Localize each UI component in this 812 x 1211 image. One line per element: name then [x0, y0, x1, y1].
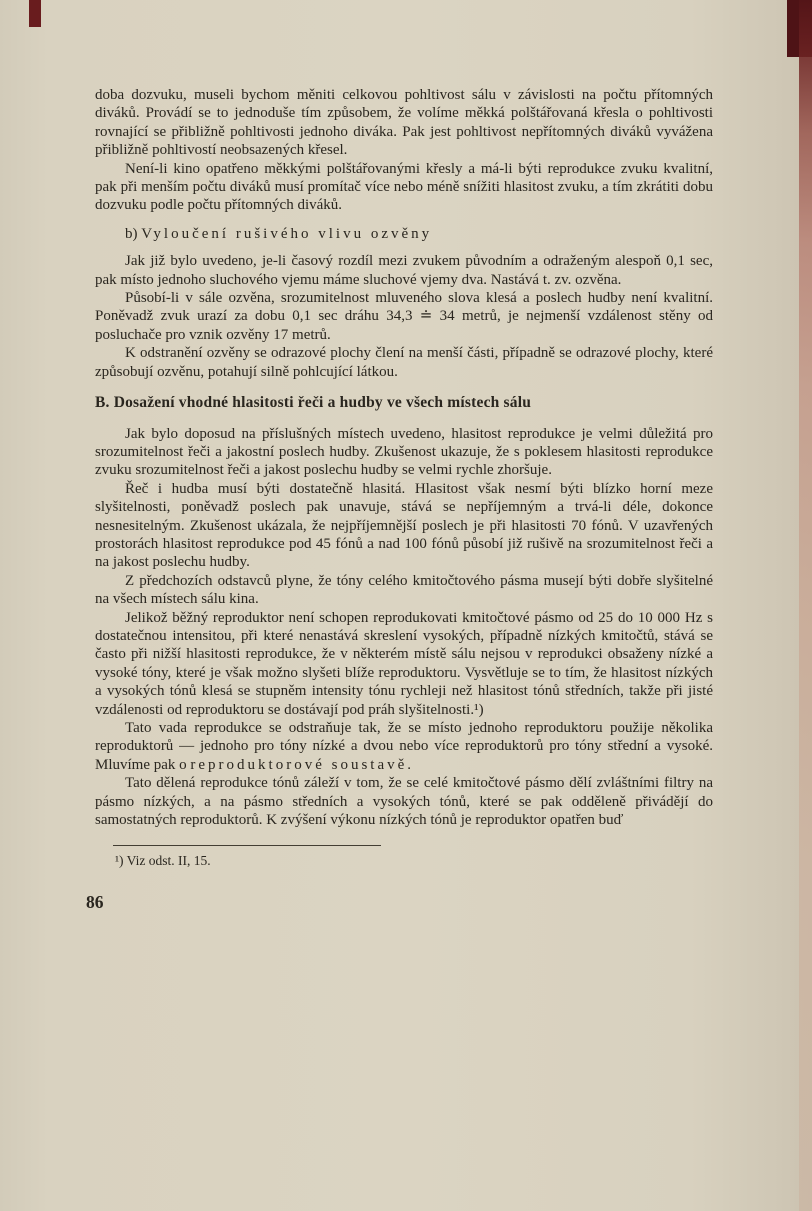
page-edge-red-strip	[799, 0, 812, 1211]
paragraph	[95, 719, 713, 774]
paragraph: Působí-li v sále ozvěna, srozumitelnost mluveného slova klesá a poslech hudby není kvalitní. Poněvadž zvuk urazí za dobu 0,1 sec dráhu 34,3 ≐ 34 metrů, je nejmenší vzdálenost stěny od posluchače pro vznik ozvěny 17 metrů.	[95, 290, 713, 343]
paragraph: Jelikož běžný reproduktor není schopen reprodukovati kmitočtové pásmo od 25 do 10 000 Hz s dostatečnou intensitou, při které nenastává skreslení vysokých, případně nízkých kmitočtů, stává se často při nižší hlasitosti reprodukce, že v některém místě sálu nejsou v reprodukci obsaženy nízké a vysoké tóny, které je však možno slyšeti blíže reproduktoru. Vysvětluje se to tím, že hlasitost nízkých a vysokých tónů klesá se stupněm intensity tónu rychleji než hlasitost tónů středních, takže při jisté vzdálenosti od reproduktoru se dostávají pod práh slyšitelnosti.¹)	[95, 609, 713, 718]
section-heading-loudness: B. Dosažení vhodné hlasitosti řeči a hudby ve všech místech sálu	[95, 394, 532, 412]
paragraph: Není-li kino opatřeno měkkými polštářovanými křesly a má-li býti reprodukce zvuku kvalitní, pak při menším počtu diváků musí promítač více nebo méně snížiti hlasitost zvuku, a tím zkrátiti dobu dozvuku podle počtu přítomných diváků.	[95, 160, 713, 214]
section-heading-echo	[125, 225, 713, 243]
paragraph: Jak bylo doposud na příslušných místech uvedeno, hlasitost reprodukce je velmi důležitá pro srozumitelnost řeči a jakostní poslech hudby. Zkušenost ukazuje, že s poklesem hlasitosti reprodukce zvuku srozumitelnost řeči a jakost poslechu hudby se velmi rychle zhoršuje.	[95, 425, 713, 479]
emphasized-term: reproduktorové soustavě.	[190, 756, 415, 773]
page-number: 86	[86, 891, 104, 912]
paragraph: doba dozvuku, museli bychom měniti celkovou pohltivost sálu v závislosti na počtu přítomných diváků. Provádí se to jednoduše tím způsobem, že volíme měkká polštářovaná křesla o pohltivosti rovnající se přibližně pohltivosti jednoho diváka. Pak jest pohltivost nepřítomných diváků vyvážena přibližně pohltivostí neobsazených křesel.	[95, 87, 713, 159]
paragraph-text: Tato vada reprodukce se odstraňuje tak, že se místo jednoho reproduktoru použije několika reproduktorů — jednoho pro tóny nízké a dvou nebo více reproduktorů pro tóny střední a vysoké. Mluvíme pak o	[95, 720, 713, 773]
footnote: ¹) Viz odst. II, 15.	[115, 853, 211, 869]
paragraph: Z předchozích odstavců plyne, že tóny celého kmitočtového pásma musejí býti dobře slyšitelné na všech místech sálu kina.	[95, 572, 713, 608]
heading-prefix: b)	[125, 225, 138, 242]
heading-text: Vyloučení rušivého vlivu ozvěny	[141, 225, 433, 242]
footnote-divider	[113, 845, 381, 846]
paragraph: Řeč i hudba musí býti dostatečně hlasitá. Hlasitost však nesmí býti blízko horní meze slyšitelnosti, poněvadž poslech pak unavuje, stává se nepříjemným a trvá-li déle, dokonce nesnesitelným. Zkušenost ukázala, že nejpříjemnější poslech je při hlasitosti 70 fónů. V uzavřených prostorách hlasitost reprodukce pod 45 fónů a nad 100 fónů působí již rušivě na srozumitelnost řeči a na jakost poslechu hudby.	[95, 480, 713, 571]
paragraph: Tato dělená reprodukce tónů záleží v tom, že se celé kmitočtové pásmo dělí zvláštními filtry na pásmo nízkých, a na pásmo středních a vysokých tónů, které se pak odděleně přivádějí do samostatných reproduktorů. K zvýšení výkonu nízkých tónů je reproduktor opatřen buď	[95, 775, 713, 829]
paragraph: Jak již bylo uvedeno, je-li časový rozdíl mezi zvukem původním a odraženým alespoň 0,1 sec, pak místo jednoho sluchového vjemu máme sluchové vjemy dva. Nastává t. zv. ozvěna.	[95, 253, 713, 288]
paragraph: K odstranění ozvěny se odrazové plochy člení na menší části, případně se odrazové plochy, které způsobují ozvěnu, potahují silně pohlcující látkou.	[95, 345, 713, 380]
binding-mark-top-left	[29, 0, 41, 27]
page-text-block	[86, 86, 713, 912]
